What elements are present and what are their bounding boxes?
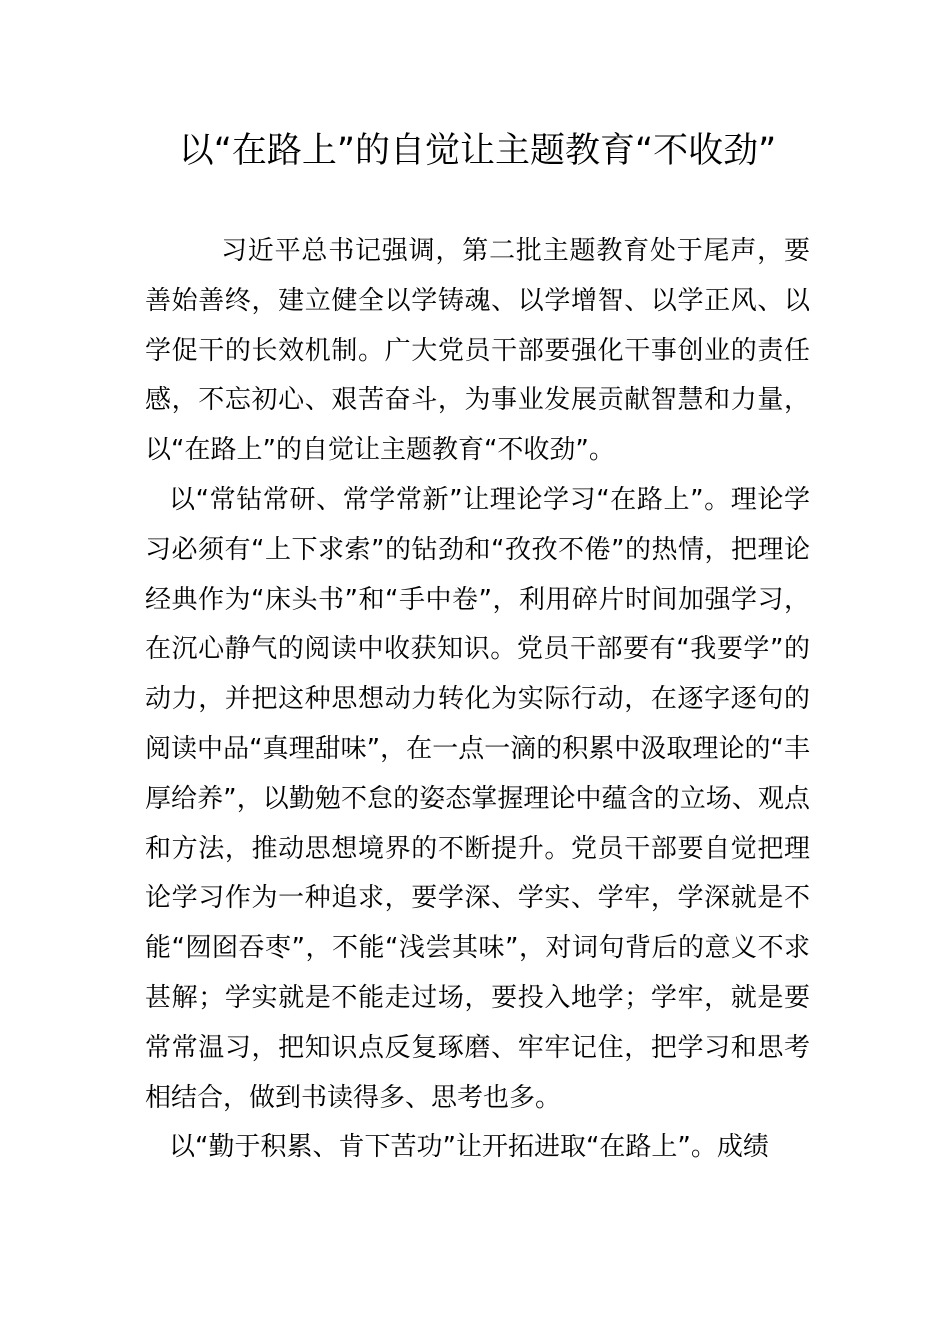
document-body [145, 227, 810, 1173]
paragraph-intro: 习近平总书记强调，第二批主题教育处于尾声，要善始善终，建立健全以学铸魂、以学增智、以学正风、以学促干的长效机制。广大党员干部要强化干事创业的责任感，不忘初心、艰苦奋斗，为事业发展贡献智慧和力量，以“在路上”的自觉让主题教育“不收劲”。 [145, 236, 810, 466]
document-title: 以“在路上”的自觉让主题教育“不收劲” [178, 131, 777, 171]
paragraph-pioneering: 以“勤于积累、肯下苦功”让开拓进取“在路上”。成绩 [169, 1132, 769, 1163]
paragraph-theory-study: 以“常钻常研、常学常新”让理论学习“在路上”。理论学习必须有“上下求索”的钻劲和“孜孜不倦”的热情，把理论经典作为“床头书”和“手中卷”，利用碎片时间加强学习，在沉心静气的阅读中收获知识。党员干部要有“我要学”的动力，并把这种思想动力转化为实际行动，在逐字逐句的阅读中品“真理甜味”，在一点一滴的积累中汲取理论的“丰厚给养”，以勤勉不怠的姿态掌握理论中蕴含的立场、观点和方法，推动思想境界的不断提升。党员干部要自觉把理论学习作为一种追求，要学深、学实、学牢，学深就是不能“囫囵吞枣”，不能“浅尝其味”，对词句背后的意义不求甚解；学实就是不能走过场，要投入地学；学牢，就是要常常温习，把知识点反复琢磨、牢牢记住，把学习和思考相结合，做到书读得多、思考也多。 [145, 484, 810, 1113]
